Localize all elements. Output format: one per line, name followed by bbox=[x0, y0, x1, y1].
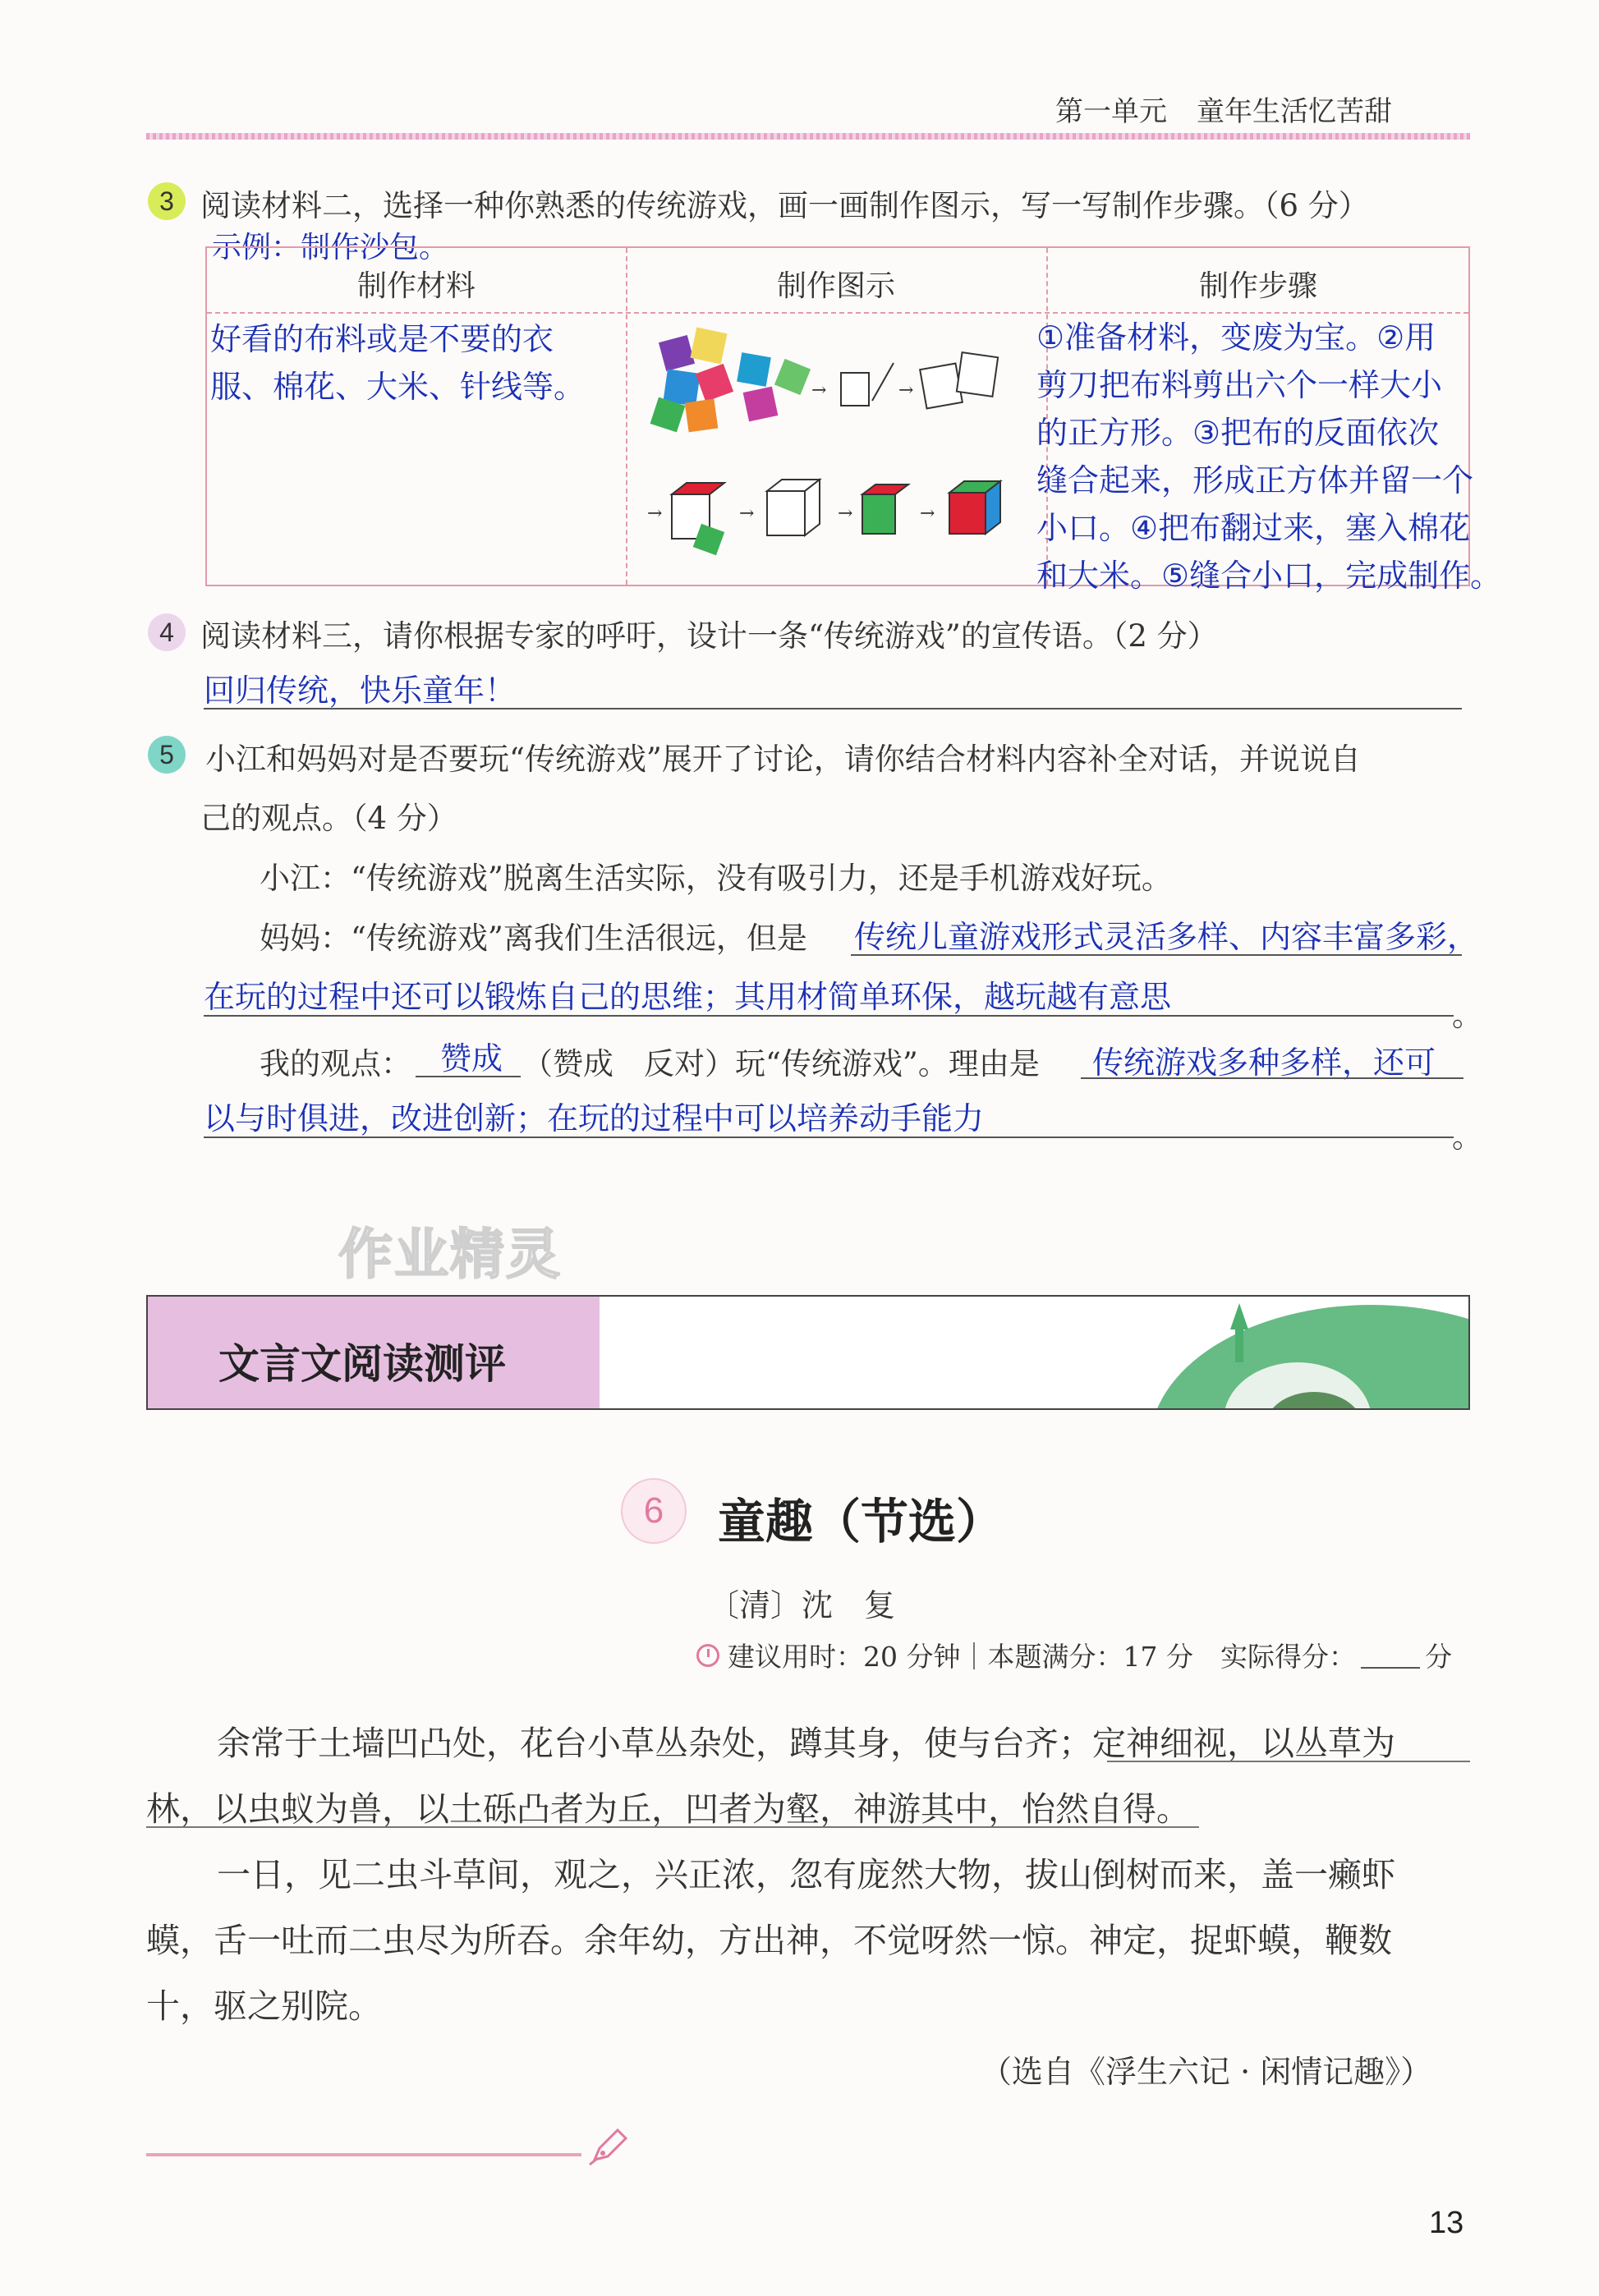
reason-answer-line-2 bbox=[204, 1137, 1454, 1138]
col-header-diagram: 制作图示 bbox=[776, 269, 895, 303]
unit-label: 第一单元 bbox=[1055, 95, 1167, 128]
question-4-prompt: 阅读材料三，请你根据专家的呼吁，设计一条“传统游戏”的宣传语。（2 分） bbox=[200, 618, 1218, 654]
steps-line-6: 和大米。⑤缝合小口，完成制作。 bbox=[1036, 558, 1502, 594]
unit-title: 童年生活忆苦甜 bbox=[1197, 95, 1392, 128]
mama-period: 。 bbox=[1452, 998, 1482, 1033]
needle-thread bbox=[841, 363, 894, 406]
source-citation: （选自《浮生六记 · 闲情记趣》） bbox=[981, 2054, 1432, 2090]
question-5-prompt-line-1: 小江和妈妈对是否要玩“传统游戏”展开了讨论，请你结合材料内容补全对话，并说说自 bbox=[205, 742, 1361, 777]
svg-text:→: → bbox=[811, 380, 827, 401]
view-prefix: 我的观点： bbox=[260, 1046, 411, 1081]
reason-answer-2: 以与时俱进，改进创新；在玩的过程中可以培养动手能力 bbox=[204, 1100, 985, 1137]
score-unit: 分 bbox=[1424, 1641, 1452, 1673]
view-options: （赞成 反对）玩“传统游戏”。理由是 bbox=[522, 1046, 1040, 1081]
reason-period: 。 bbox=[1452, 1119, 1482, 1155]
steps-line-5: 小口。④把布翻过来，塞入棉花 bbox=[1036, 510, 1471, 546]
question-3-example: 示例：制作沙包。 bbox=[212, 231, 449, 264]
reason-answer-1: 传统游戏多种多样，还可 bbox=[1092, 1045, 1436, 1081]
col-header-materials: 制作材料 bbox=[356, 269, 476, 303]
lesson-title: 童趣（节选） bbox=[718, 1494, 1004, 1550]
pen-icon bbox=[588, 2122, 634, 2171]
question-5-prompt-line-2: 己的观点。（4 分） bbox=[200, 801, 457, 836]
steps-table bbox=[205, 246, 1502, 594]
mama-answer-2: 在玩的过程中还可以锻炼自己的思维；其用材简单环保，越玩越有意思 bbox=[204, 979, 1172, 1015]
question-4-number: 4 bbox=[148, 613, 186, 651]
col-header-steps: 制作步骤 bbox=[1198, 269, 1317, 303]
question-3-number: 3 bbox=[148, 182, 186, 220]
para1-line-1: 余常于土墙凹凸处，花台小草丛杂处，蹲其身，使与台齐；定神细视，以丛草为 bbox=[217, 1724, 1395, 1763]
para2-line-1: 一日，见二虫斗草间，观之，兴正浓，忽有庞然大物，拔山倒树而来，盖一癞虾 bbox=[217, 1855, 1395, 1894]
para1-underline-2 bbox=[146, 1826, 1199, 1828]
section-banner bbox=[146, 1295, 1470, 1410]
question-4-answer: 回归传统，快乐童年！ bbox=[204, 673, 517, 709]
para1-underline-1 bbox=[1107, 1761, 1470, 1762]
lesson-number-badge bbox=[621, 1478, 687, 1544]
steps-answer bbox=[1036, 314, 1501, 599]
question-5-number: 5 bbox=[148, 736, 186, 774]
watermark-text: 作业精灵 bbox=[338, 1223, 562, 1286]
svg-text:→: → bbox=[739, 503, 755, 524]
time-info: 建议用时：20 分钟｜本题满分：17 分 实际得分： bbox=[728, 1641, 1356, 1673]
steps-line-2: 剪刀把布料剪出六个一样大小 bbox=[1036, 367, 1443, 403]
mama-answer-1: 传统儿童游戏形式灵活多样、内容丰富多彩， bbox=[854, 919, 1479, 955]
section-title: 文言文阅读测评 bbox=[218, 1339, 506, 1388]
page-number: 13 bbox=[1429, 2206, 1464, 2240]
time-info-row bbox=[696, 1636, 1452, 1674]
mama-prefix: 妈妈：“传统游戏”离我们生活很远，但是 bbox=[260, 921, 807, 956]
finished-sandbag bbox=[949, 481, 1000, 534]
svg-text:→: → bbox=[920, 503, 935, 524]
running-header bbox=[1055, 89, 1392, 129]
lesson-author: 〔清〕沈 复 bbox=[708, 1587, 896, 1623]
steps-line-1: ①准备材料，变废为宝。②用 bbox=[1036, 319, 1436, 356]
materials-line-2: 服、棉花、大米、针线等。 bbox=[210, 369, 586, 405]
fabric-squares-pile bbox=[650, 327, 811, 432]
view-answer: 赞成 bbox=[440, 1040, 503, 1077]
question-4-answer-line bbox=[204, 708, 1462, 709]
svg-text:→: → bbox=[647, 503, 663, 524]
open-cube bbox=[672, 483, 724, 555]
watermark-logo bbox=[338, 1210, 562, 1288]
mama-answer-line-1 bbox=[851, 954, 1462, 956]
xiaojiang-line: 小江：“传统游戏”脱离生活实际，没有吸引力，还是手机游戏好玩。 bbox=[260, 861, 1172, 896]
sandbag-diagram bbox=[647, 322, 1033, 576]
materials-line-1: 好看的布料或是不要的衣 bbox=[210, 321, 554, 357]
question-3-prompt: 阅读材料二，选择一种你熟悉的传统游戏，画一画制作图示，写一写制作步骤。（6 分） bbox=[200, 188, 1369, 223]
stitched-cube bbox=[862, 484, 908, 534]
svg-text:→: → bbox=[898, 380, 914, 401]
filled-cube bbox=[767, 480, 820, 535]
lesson-number: 6 bbox=[643, 1490, 664, 1531]
footer-rule bbox=[146, 2153, 581, 2156]
header-rule bbox=[146, 133, 1470, 140]
view-answer-line bbox=[416, 1076, 521, 1077]
green-hill-graphic bbox=[1150, 1297, 1468, 1408]
steps-line-3: 的正方形。③把布的反面依次 bbox=[1036, 415, 1440, 451]
mama-answer-line-2 bbox=[204, 1015, 1454, 1017]
score-blank[interactable] bbox=[1361, 1642, 1420, 1669]
steps-line-4: 缝合起来，形成正方体并留一个 bbox=[1036, 462, 1474, 498]
svg-text:→: → bbox=[838, 503, 853, 524]
reason-answer-line-1 bbox=[1081, 1077, 1463, 1079]
clock-icon bbox=[696, 1644, 719, 1667]
para1-line-2: 林，以虫蚁为兽，以土砾凸者为丘，凹者为壑，神游其中，怡然自得。 bbox=[146, 1789, 1190, 1829]
para2-line-2: 蟆，舌一吐而二虫尽为所吞。余年幼，方出神，不觉呀然一惊。神定，捉虾蟆，鞭数 bbox=[146, 1921, 1392, 1960]
para2-line-3: 十，驱之别院。 bbox=[146, 1986, 382, 2026]
materials-answer bbox=[210, 315, 585, 411]
sewn-squares bbox=[920, 352, 998, 408]
